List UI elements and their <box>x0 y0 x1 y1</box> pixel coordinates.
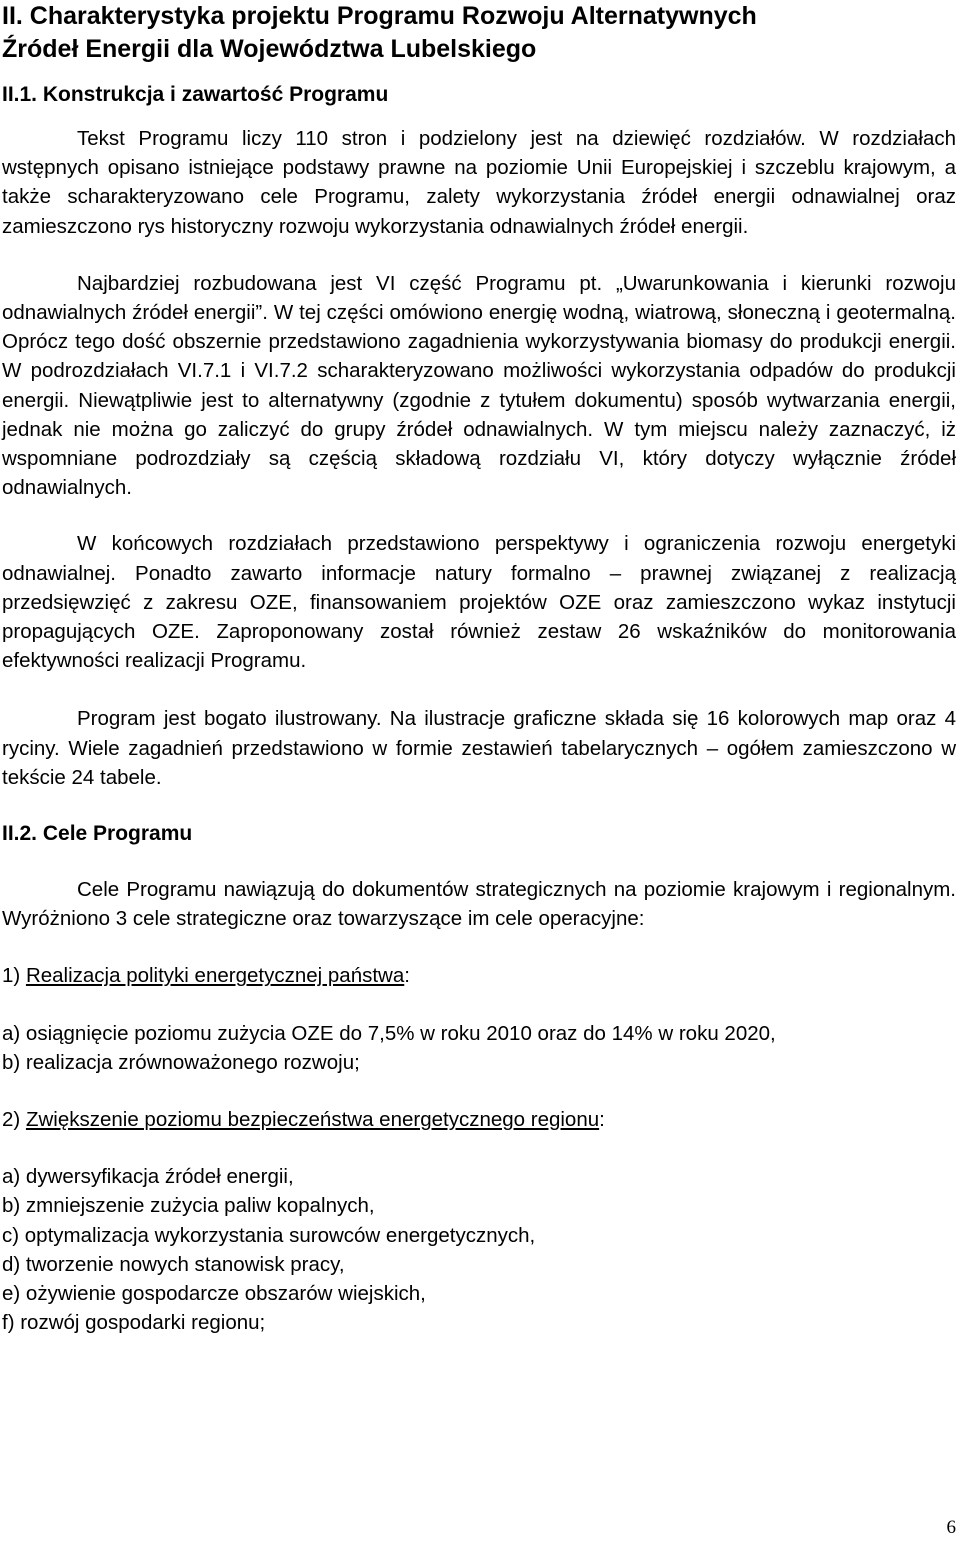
goal-1-heading: 1) Realizacja polityki energetycznej państwa: <box>2 964 410 988</box>
goal-2-number: 2) <box>2 1108 21 1132</box>
list-item: b) zmniejszenie zużycia paliw kopalnych, <box>2 1194 375 1218</box>
list-item: e) ożywienie gospodarcze obszarów wiejskich, <box>2 1282 426 1306</box>
document-page <box>2 0 956 1338</box>
list-item: f) rozwój gospodarki regionu; <box>2 1311 266 1335</box>
list-item: a) osiągnięcie poziomu zużycia OZE do 7,5% w roku 2010 oraz do 14% w roku 2020, <box>2 1021 776 1045</box>
section-1-paragraph-1: Tekst Programu liczy 110 stron i podzielony jest na dziewięć rozdziałów. W rozdziałach wstępnych opisano istniejące podstawy prawne na poziomie Unii Europejskiej i szczeblu krajowym, a także scharakteryzowano cele Programu, zalety wykorzystania źródeł energii odnawialnej oraz zamieszczono rys historyczny rozwoju wykorzystania odnawialnych źródeł energii. <box>2 127 956 238</box>
goal-2-heading: 2) Zwiększenie poziomu bezpieczeństwa energetycznego regionu: <box>2 1108 605 1132</box>
section-1-heading: II.1. Konstrukcja i zawartość Programu <box>2 83 389 106</box>
goal-1-title: Realizacja polityki energetycznej państwa <box>25 964 405 988</box>
title-line-1: II. Charakterystyka projektu Programu Rozwoju Alternatywnych <box>2 2 757 30</box>
section-1-paragraph-2: Najbardziej rozbudowana jest VI część Programu pt. „Uwarunkowania i kierunki rozwoju odnawialnych źródeł energii”. W tej części omówiono energię wodną, wiatrową, słoneczną i geotermalną. Oprócz tego dość obszernie przedstawiono zagadnienia wykorzystywania biomasy do produkcji energii. W podrozdziałach VI.7.1 i VI.7.2 scharakteryzowano możliwości wykorzystania odpadów do produkcji energii. Niewątpliwie jest to alternatywny (zgodnie z tytułem dokumentu) sposób wytwarzania energii, jednak nie można go zaliczyć do grupy źródeł odnawialnych. W tym miejscu należy zaznaczyć, iż wspomniane podrozdziały są częścią składową rozdziału VI, który dotyczy wyłącznie źródeł odnawialnych. <box>2 271 956 500</box>
goal-1-number: 1) <box>2 964 21 988</box>
title-line-2: Źródeł Energii dla Województwa Lubelskiego <box>2 35 537 63</box>
goal-2-list <box>2 1162 956 1337</box>
list-item: a) dywersyfikacja źródeł energii, <box>2 1165 294 1189</box>
page-number: 6 <box>946 1517 956 1538</box>
goal-2-title: Zwiększenie poziomu bezpieczeństwa energetycznego regionu <box>25 1108 600 1132</box>
document-title <box>2 0 956 66</box>
section-1-paragraph-3: W końcowych rozdziałach przedstawiono perspektywy i ograniczenia rozwoju energetyki odnawialnej. Ponadto zawarto informacje natury formalno – prawnej związanej z realizacją przedsięwzięć z zakresu OZE, finansowaniem projektów OZE oraz zamieszczono wykaz instytucji propagujących OZE. Zaproponowany został również zestaw 26 wskaźników do monitorowania efektywności realizacji Programu. <box>2 532 956 673</box>
section-2-paragraph-1: Cele Programu nawiązują do dokumentów strategicznych na poziomie krajowym i regionalnym. Wyróżniono 3 cele strategiczne oraz towarzyszące im cele operacyjne: <box>2 878 956 931</box>
section-2-heading: II.2. Cele Programu <box>2 822 193 846</box>
list-item: b) realizacja zrównoważonego rozwoju; <box>2 1050 360 1074</box>
goal-1-list <box>2 1019 956 1077</box>
list-item: c) optymalizacja wykorzystania surowców energetycznych, <box>2 1223 536 1247</box>
section-1-paragraph-4: Program jest bogato ilustrowany. Na ilustracje graficzne składa się 16 kolorowych map oraz 4 ryciny. Wiele zagadnień przedstawiono w formie zestawień tabelarycznych – ogółem zamieszczono w tekście 24 tabele. <box>2 707 956 789</box>
list-item: d) tworzenie nowych stanowisk pracy, <box>2 1252 345 1276</box>
